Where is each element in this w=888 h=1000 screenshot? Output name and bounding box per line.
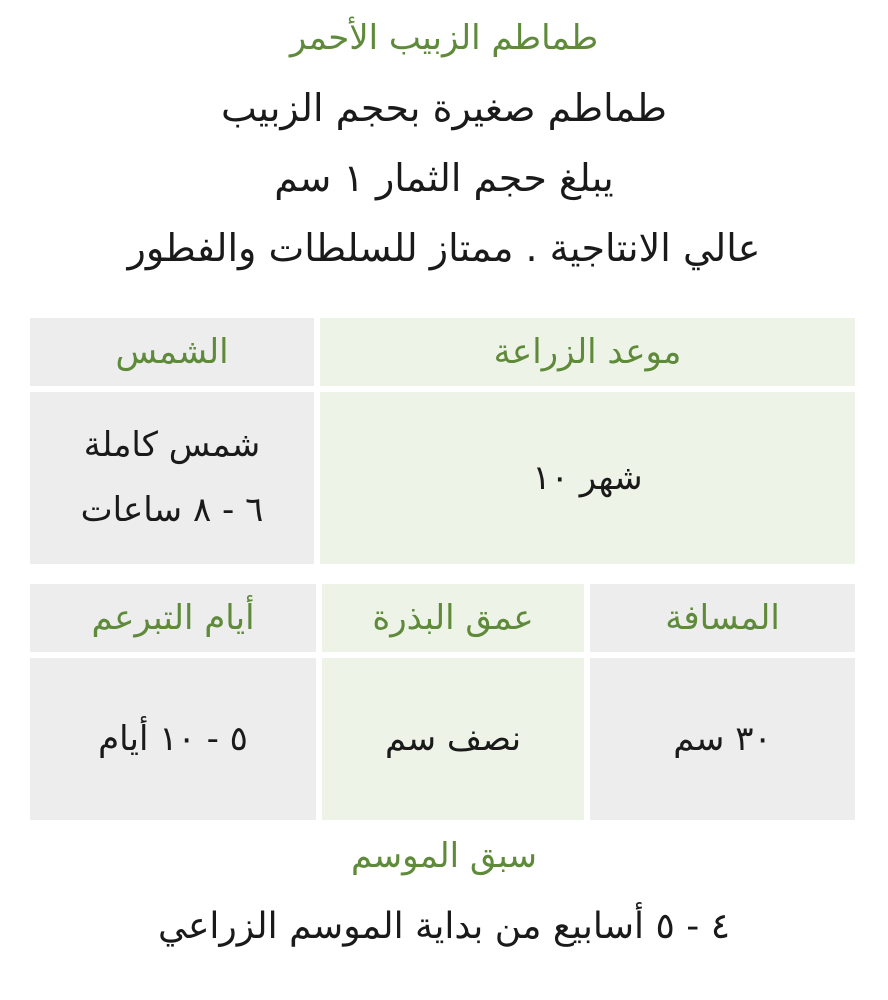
sun-header (30, 318, 314, 386)
description-line-3: عالي الانتاجية . ممتاز للسلطات والفطور (127, 226, 761, 270)
season-value: ٤ - ٥ أسابيع من بداية الموسم الزراعي (157, 906, 731, 947)
seed-depth-value-cell (322, 658, 584, 820)
description-line-1: طماطم صغيرة بحجم الزبيب (221, 86, 667, 130)
planting-time-value: شهر ١٠ (532, 457, 643, 498)
sun-header-label: الشمس (115, 332, 229, 372)
planting-time-header (320, 318, 855, 386)
germination-days-header-label: أيام التبرعم (91, 598, 255, 638)
seed-depth-header-label: عمق البذرة (372, 598, 534, 638)
product-title: طماطم الزبيب الأحمر (289, 18, 599, 58)
description-line-2: يبلغ حجم الثمار ١ سم (274, 156, 614, 200)
germination-days-value-cell (30, 658, 316, 820)
spacing-header (590, 584, 855, 652)
sun-value-line-2: ٦ - ٨ ساعات (80, 490, 264, 530)
season-title: سبق الموسم (350, 836, 538, 876)
germination-days-header (30, 584, 316, 652)
seed-depth-header (322, 584, 584, 652)
planting-time-value-cell (320, 392, 855, 564)
spacing-header-label: المسافة (665, 598, 780, 638)
germination-days-value: ٥ - ١٠ أيام (98, 718, 248, 759)
seed-depth-value: نصف سم (384, 718, 522, 759)
spacing-value-cell (590, 658, 855, 820)
sun-value-line-1: شمس كاملة (83, 425, 261, 466)
planting-time-header-label: موعد الزراعة (493, 332, 682, 372)
sun-value-cell (30, 392, 314, 564)
spacing-value: ٣٠ سم (673, 718, 772, 759)
